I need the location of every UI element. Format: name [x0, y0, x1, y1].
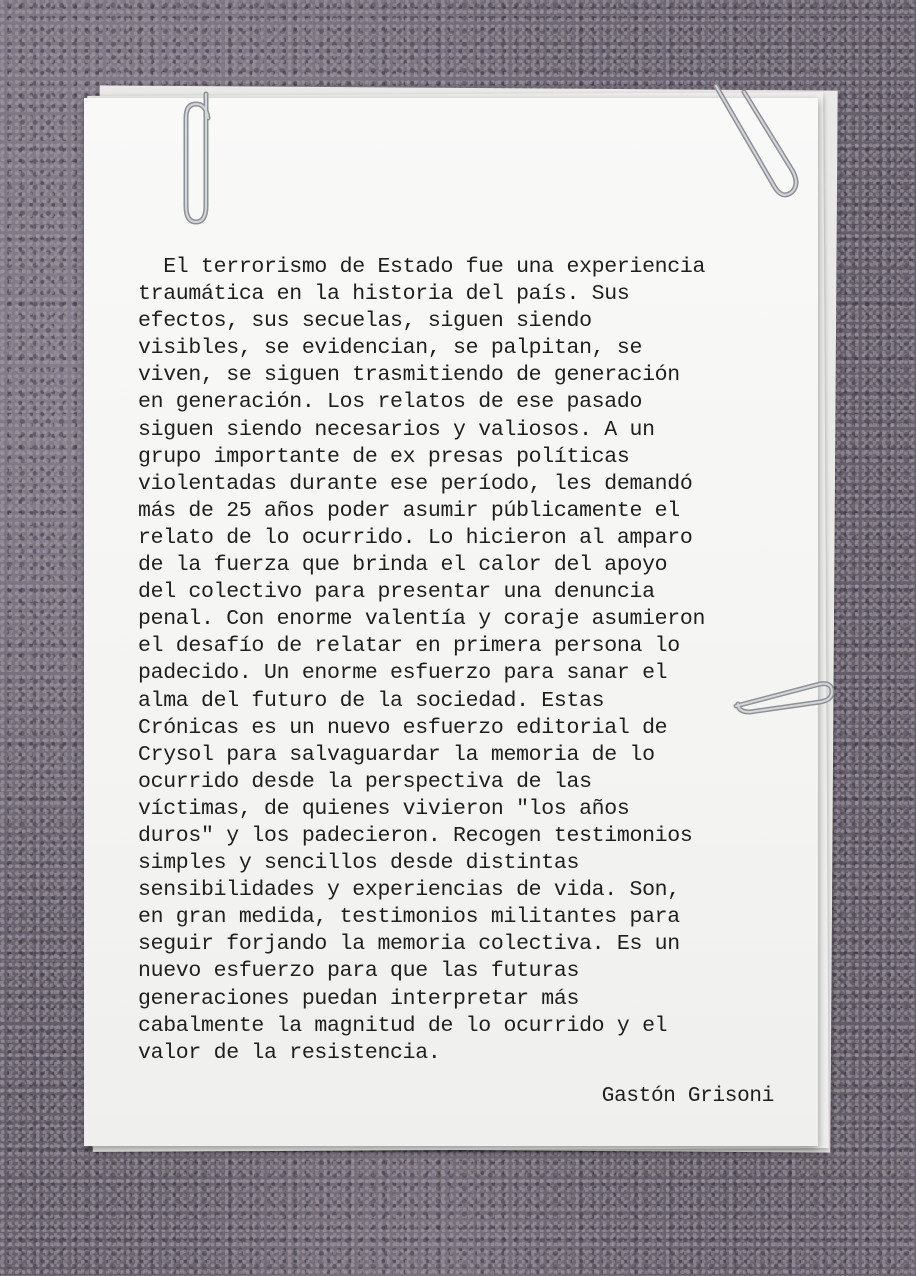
author-signature: Gastón Grisoni [601, 1085, 774, 1108]
letter-body-text: El terrorismo de Estado fue una experiencia traumática en la historia del país. Sus efectos, sus secuelas, siguen siendo visibles, se evidencian, se palpitan, se viven, se siguen trasmitiendo de generación en generación. Los relatos de ese pasado siguen siendo necesarios y valiosos. A un grupo importante de ex presas políticas violentadas durante ese período, les demandó más de 25 años poder asumir públicamente el relato de lo ocurrido. Lo hicieron al amparo de la fuerza que brinda el calor del apoyo del colectivo para presentar una denuncia penal. Con enorme valentía y coraje asumieron el desafío de relatar en primera persona lo padecido. Un enorme esfuerzo para sanar el alma del futuro de la sociedad. Estas Crónicas es un nuevo esfuerzo editorial de Crysol para salvaguardar la memoria de lo ocurrido desde la perspectiva de las víctimas, de quienes vivieron "los años duros" y los padecieron. Recogen testimonios simples y sencillos desde distintas sensibilidades y experiencias de vida. Son, en gran medida, testimonios militantes para seguir forjando la memoria colectiva. Es un nuevo esfuerzo para que las futuras generaciones puedan interpretar más cabalmente la magnitud de lo ocurrido y el valor de la resistencia. [138, 255, 706, 1065]
paperclip-icon [704, 78, 804, 208]
paperclip-icon [168, 88, 224, 230]
